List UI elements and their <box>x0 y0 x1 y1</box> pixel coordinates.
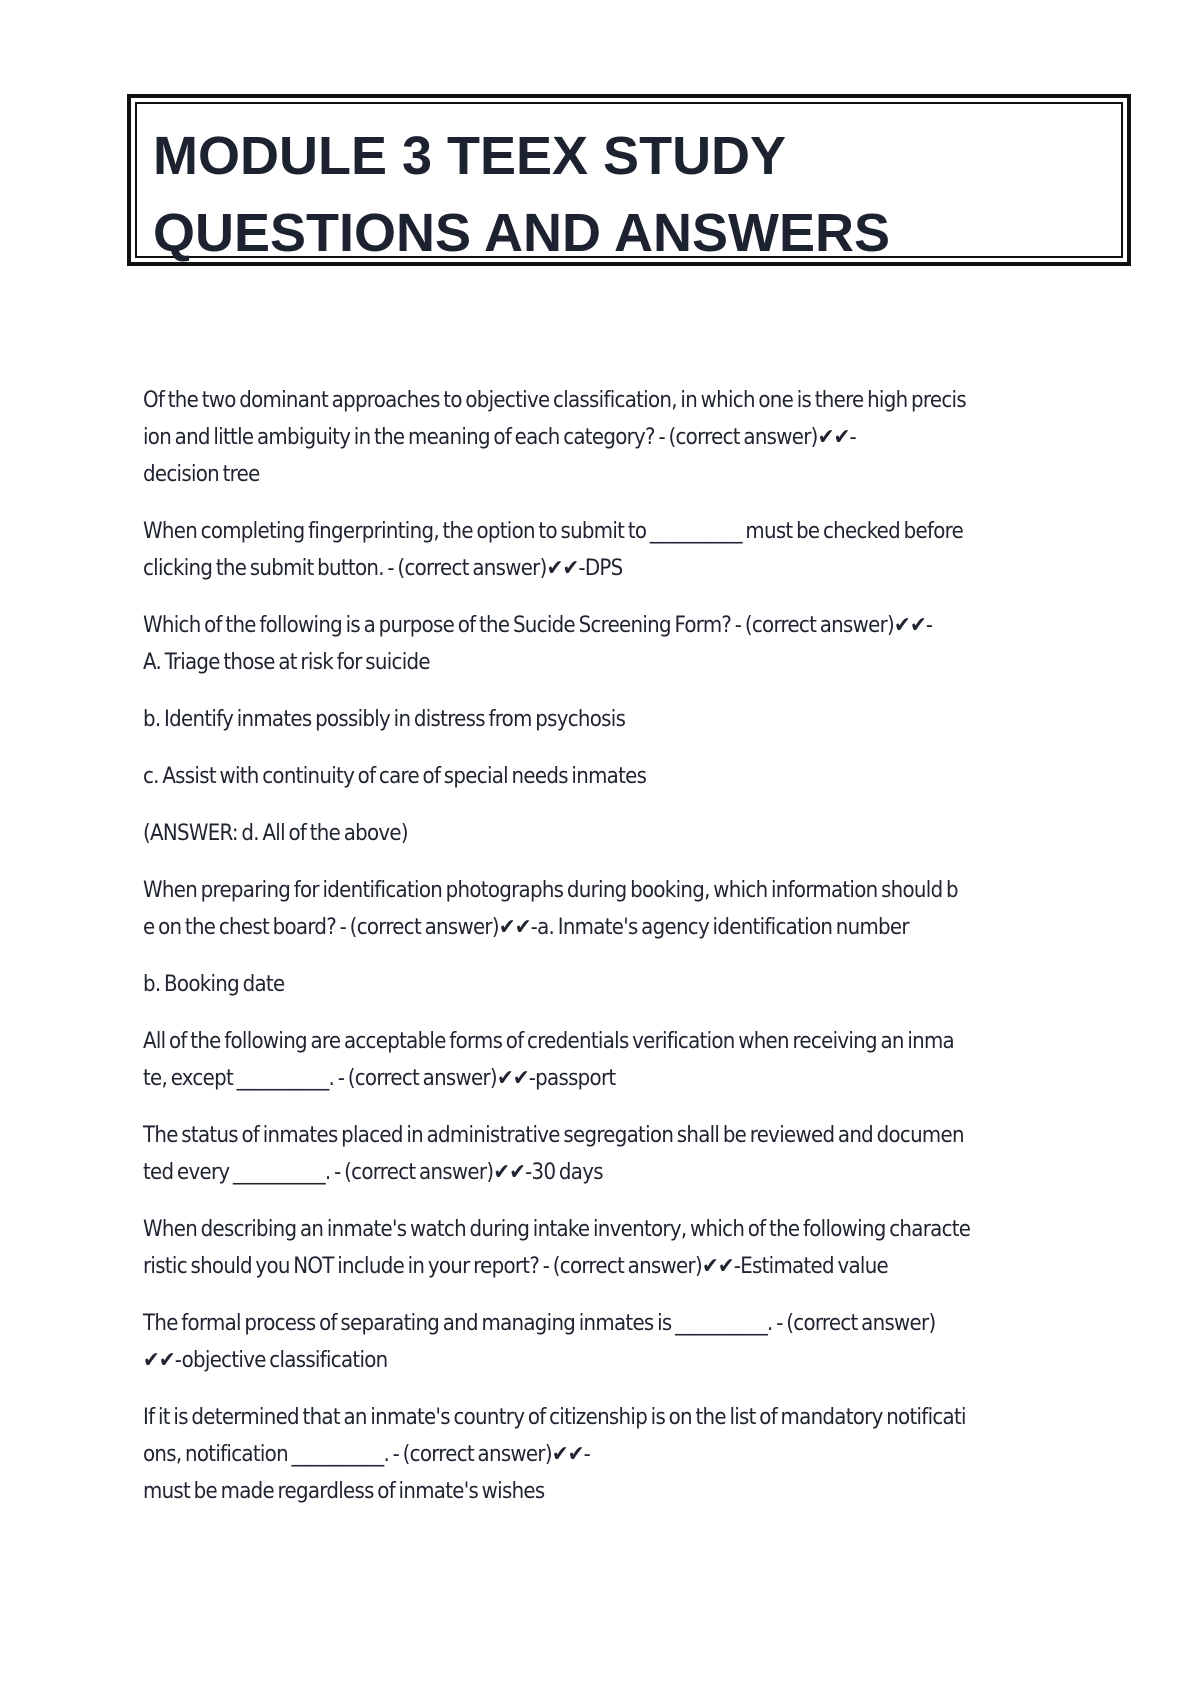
qa-line: Which of the following is a purpose of the Sucide Screening Form? - (correct answer)✔✔- <box>143 613 933 638</box>
qa-item <box>143 701 1073 738</box>
qa-line: te, except __________. - (correct answer)✔✔-passport <box>143 1066 616 1091</box>
questions-list <box>143 382 1073 1530</box>
document-title-line-1: MODULE 3 TEEX STUDY <box>153 126 787 186</box>
document-title-line-2: QUESTIONS AND ANSWERS <box>153 203 891 263</box>
qa-line: When describing an inmate's watch during intake inventory, which of the following characte <box>143 1217 971 1242</box>
qa-line: clicking the submit button. - (correct answer)✔✔-DPS <box>143 556 623 581</box>
qa-item <box>143 1305 1073 1379</box>
qa-line: ted every __________. - (correct answer)✔✔-30 days <box>143 1160 603 1185</box>
qa-line: e on the chest board? - (correct answer)✔✔-a. Inmate's agency identification number <box>143 915 909 940</box>
qa-item <box>143 513 1073 587</box>
qa-line: When completing fingerprinting, the option to submit to __________ must be checked before <box>143 519 964 544</box>
qa-line: Of the two dominant approaches to objective classification, in which one is there high precis <box>143 388 966 413</box>
qa-item <box>143 758 1073 795</box>
qa-line: ons, notification __________. - (correct answer)✔✔- <box>143 1442 591 1467</box>
qa-line: If it is determined that an inmate's country of citizenship is on the list of mandatory notificati <box>143 1405 966 1430</box>
qa-line: decision tree <box>143 462 260 487</box>
qa-item <box>143 1117 1073 1191</box>
qa-item <box>143 815 1073 852</box>
qa-line: b. Identify inmates possibly in distress from psychosis <box>143 707 626 732</box>
qa-line: All of the following are acceptable forms of credentials verification when receiving an inma <box>143 1029 954 1054</box>
qa-line: The status of inmates placed in administrative segregation shall be reviewed and documen <box>143 1123 964 1148</box>
qa-line: The formal process of separating and managing inmates is __________. - (correct answer) <box>143 1311 936 1336</box>
qa-item <box>143 382 1073 493</box>
qa-item <box>143 966 1073 1003</box>
qa-item <box>143 607 1073 681</box>
qa-line: ristic should you NOT include in your report? - (correct answer)✔✔-Estimated value <box>143 1254 889 1279</box>
qa-line: A. Triage those at risk for suicide <box>143 650 430 675</box>
qa-item <box>143 872 1073 946</box>
qa-line: ✔✔-objective classification <box>143 1348 388 1373</box>
qa-line: c. Assist with continuity of care of special needs inmates <box>143 764 647 789</box>
title-inner-border <box>135 102 1123 263</box>
qa-item <box>143 1211 1073 1285</box>
qa-line: (ANSWER: d. All of the above) <box>143 821 408 846</box>
qa-item <box>143 1023 1073 1097</box>
qa-line: ion and little ambiguity in the meaning of each category? - (correct answer)✔✔- <box>143 425 856 450</box>
qa-line: must be made regardless of inmate's wishes <box>143 1479 545 1504</box>
title-box <box>127 94 1131 266</box>
qa-line: b. Booking date <box>143 972 285 997</box>
qa-item <box>143 1399 1073 1510</box>
qa-line: When preparing for identification photographs during booking, which information should b <box>143 878 958 903</box>
